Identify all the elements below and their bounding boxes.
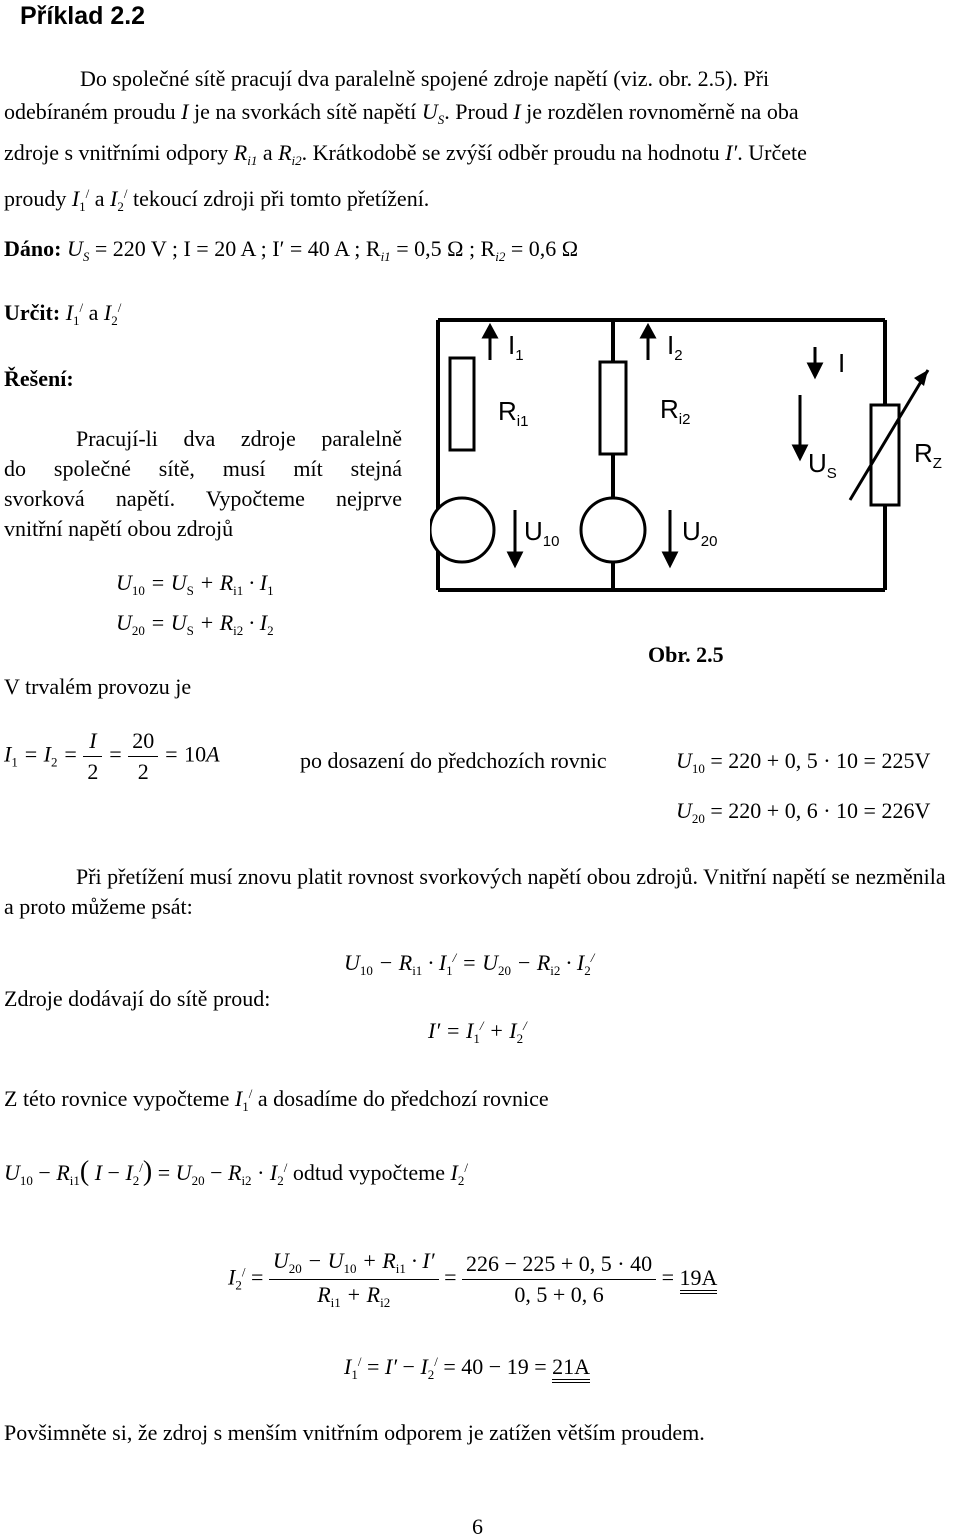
steady-state-label: V trvalém provozu je (4, 674, 192, 699)
result-u20: $U_{20} = 220 + 0$, 6 · 10 = 226V (676, 798, 931, 826)
label-u20: $U_{20}$ (682, 516, 718, 550)
circuit-diagram (430, 310, 960, 620)
label-i: I (838, 348, 846, 378)
source-u10 (430, 498, 494, 562)
find-values: Určit: $I_1^/$ a $I_2^/$ (4, 300, 122, 328)
figure-caption: Obr. 2.5 (648, 642, 724, 667)
label-rz: $R_Z$ (914, 438, 942, 472)
equation-substituted: $U_{10} - R_{i1}$( $I - I_2^/) = U_{20} - R_{i2} \cdot I_2^/$ odtud vypočteme $I_2^/$ (4, 1156, 468, 1188)
resistor-ri1 (450, 358, 474, 450)
equation-u20: $U_{20} = U_S + R_{i2} \cdot I_2$ (116, 610, 274, 638)
intro-line-4: proudy $I_1^/$ a $I_2^/$ tekoucí zdroji při tomto přetížení. (4, 186, 430, 214)
sources-label: Zdroje dodávají do sítě proud: (4, 986, 271, 1011)
label-us: $U_S$ (808, 448, 837, 482)
conclusion: Povšimněte si, že zdroj s menším vnitřním odporem je zatížen větším proudem. (4, 1420, 705, 1445)
intro-line-2: odebíraném proudu I je na svorkách sítě napětí $U_S$. Proud I je rozdělen rovnoměrně na oba (4, 99, 799, 127)
equation-i2-result: $I_2^/$ = $\frac{U_{20} - U_{10} + R_{i1} \cdot I'}{R_{i1} + R_{i2}}$ = $\frac{226 - 225 + 0, 5 \cdot 40}{0, 5 + 0, 6}$ = 19A (228, 1248, 718, 1310)
equation-i1-result: $I_1^/ = I' - I_2^/ = 40 - 19 = 21A$ (344, 1354, 591, 1382)
source-u20 (581, 498, 645, 562)
resistor-ri2 (600, 362, 626, 454)
from-equation-line: Z této rovnice vypočteme $I_1^/$ a dosadíme do předchozí rovnice (4, 1086, 549, 1114)
given-values: Dáno: $U_S = 220$ V ; I = 20 A ; I′ = 40 A ; $R_{i1} = 0,5$ Ω ; $R_{i2} = 0,6$ Ω (4, 236, 579, 264)
overload-paragraph: Při přetížení musí znovu platit rovnost svorkových napětí obou zdrojů. Vnitřní napětí se nezměnila a proto můžeme psát: (4, 864, 946, 919)
label-i2: $I_2$ (667, 330, 683, 364)
page-number: 6 (472, 1514, 483, 1539)
label-i1: $I_1$ (508, 330, 524, 364)
intro-line-3: zdroje s vnitřními odpory $R_{i1}$ a $R_{i2}$. Krátkodobě se zvýší odběr proudu na hodnotu I′. Určete (4, 140, 807, 168)
equation-current-sum: $I' = I_1^/ + I_2^/$ (428, 1018, 527, 1046)
result-u10: $U_{10} = 220 + 0$, 5 · 10 = 225V (676, 748, 931, 776)
equation-u10: $U_{10} = U_S + R_{i1} \cdot I_1$ (116, 570, 274, 598)
label-ri1: $R_{i1}$ (498, 396, 529, 430)
label-ri2: $R_{i2}$ (660, 394, 691, 428)
problem-statement (4, 62, 956, 223)
solution-label: Řešení: (4, 366, 74, 391)
equation-equal-voltages: $U_{10} - R_{i1} \cdot I_1^/ = U_{20} - R_{i2} \cdot I_2^/$ (344, 950, 595, 978)
intro-line-1: Do společné sítě pracují dva paralelně spojené zdroje napětí (viz. obr. 2.5). Při (80, 66, 770, 91)
resistor-rz (871, 405, 899, 505)
page-title: Příklad 2.2 (20, 2, 146, 30)
equation-steady-currents: $I_1 = I_2$ = $\frac{I}{2}$ = $\frac{20}{2}$ = 10A (4, 728, 220, 784)
label-u10: $U_{10}$ (524, 516, 560, 550)
solution-paragraph: Pracují-li dva zdroje paralelně do společné sítě, musí mít stejná svorková napětí. Vypočteme nejprve vnitřní napětí obou zdrojů (4, 426, 402, 541)
substitution-label: po dosazení do předchozích rovnic (300, 748, 607, 773)
